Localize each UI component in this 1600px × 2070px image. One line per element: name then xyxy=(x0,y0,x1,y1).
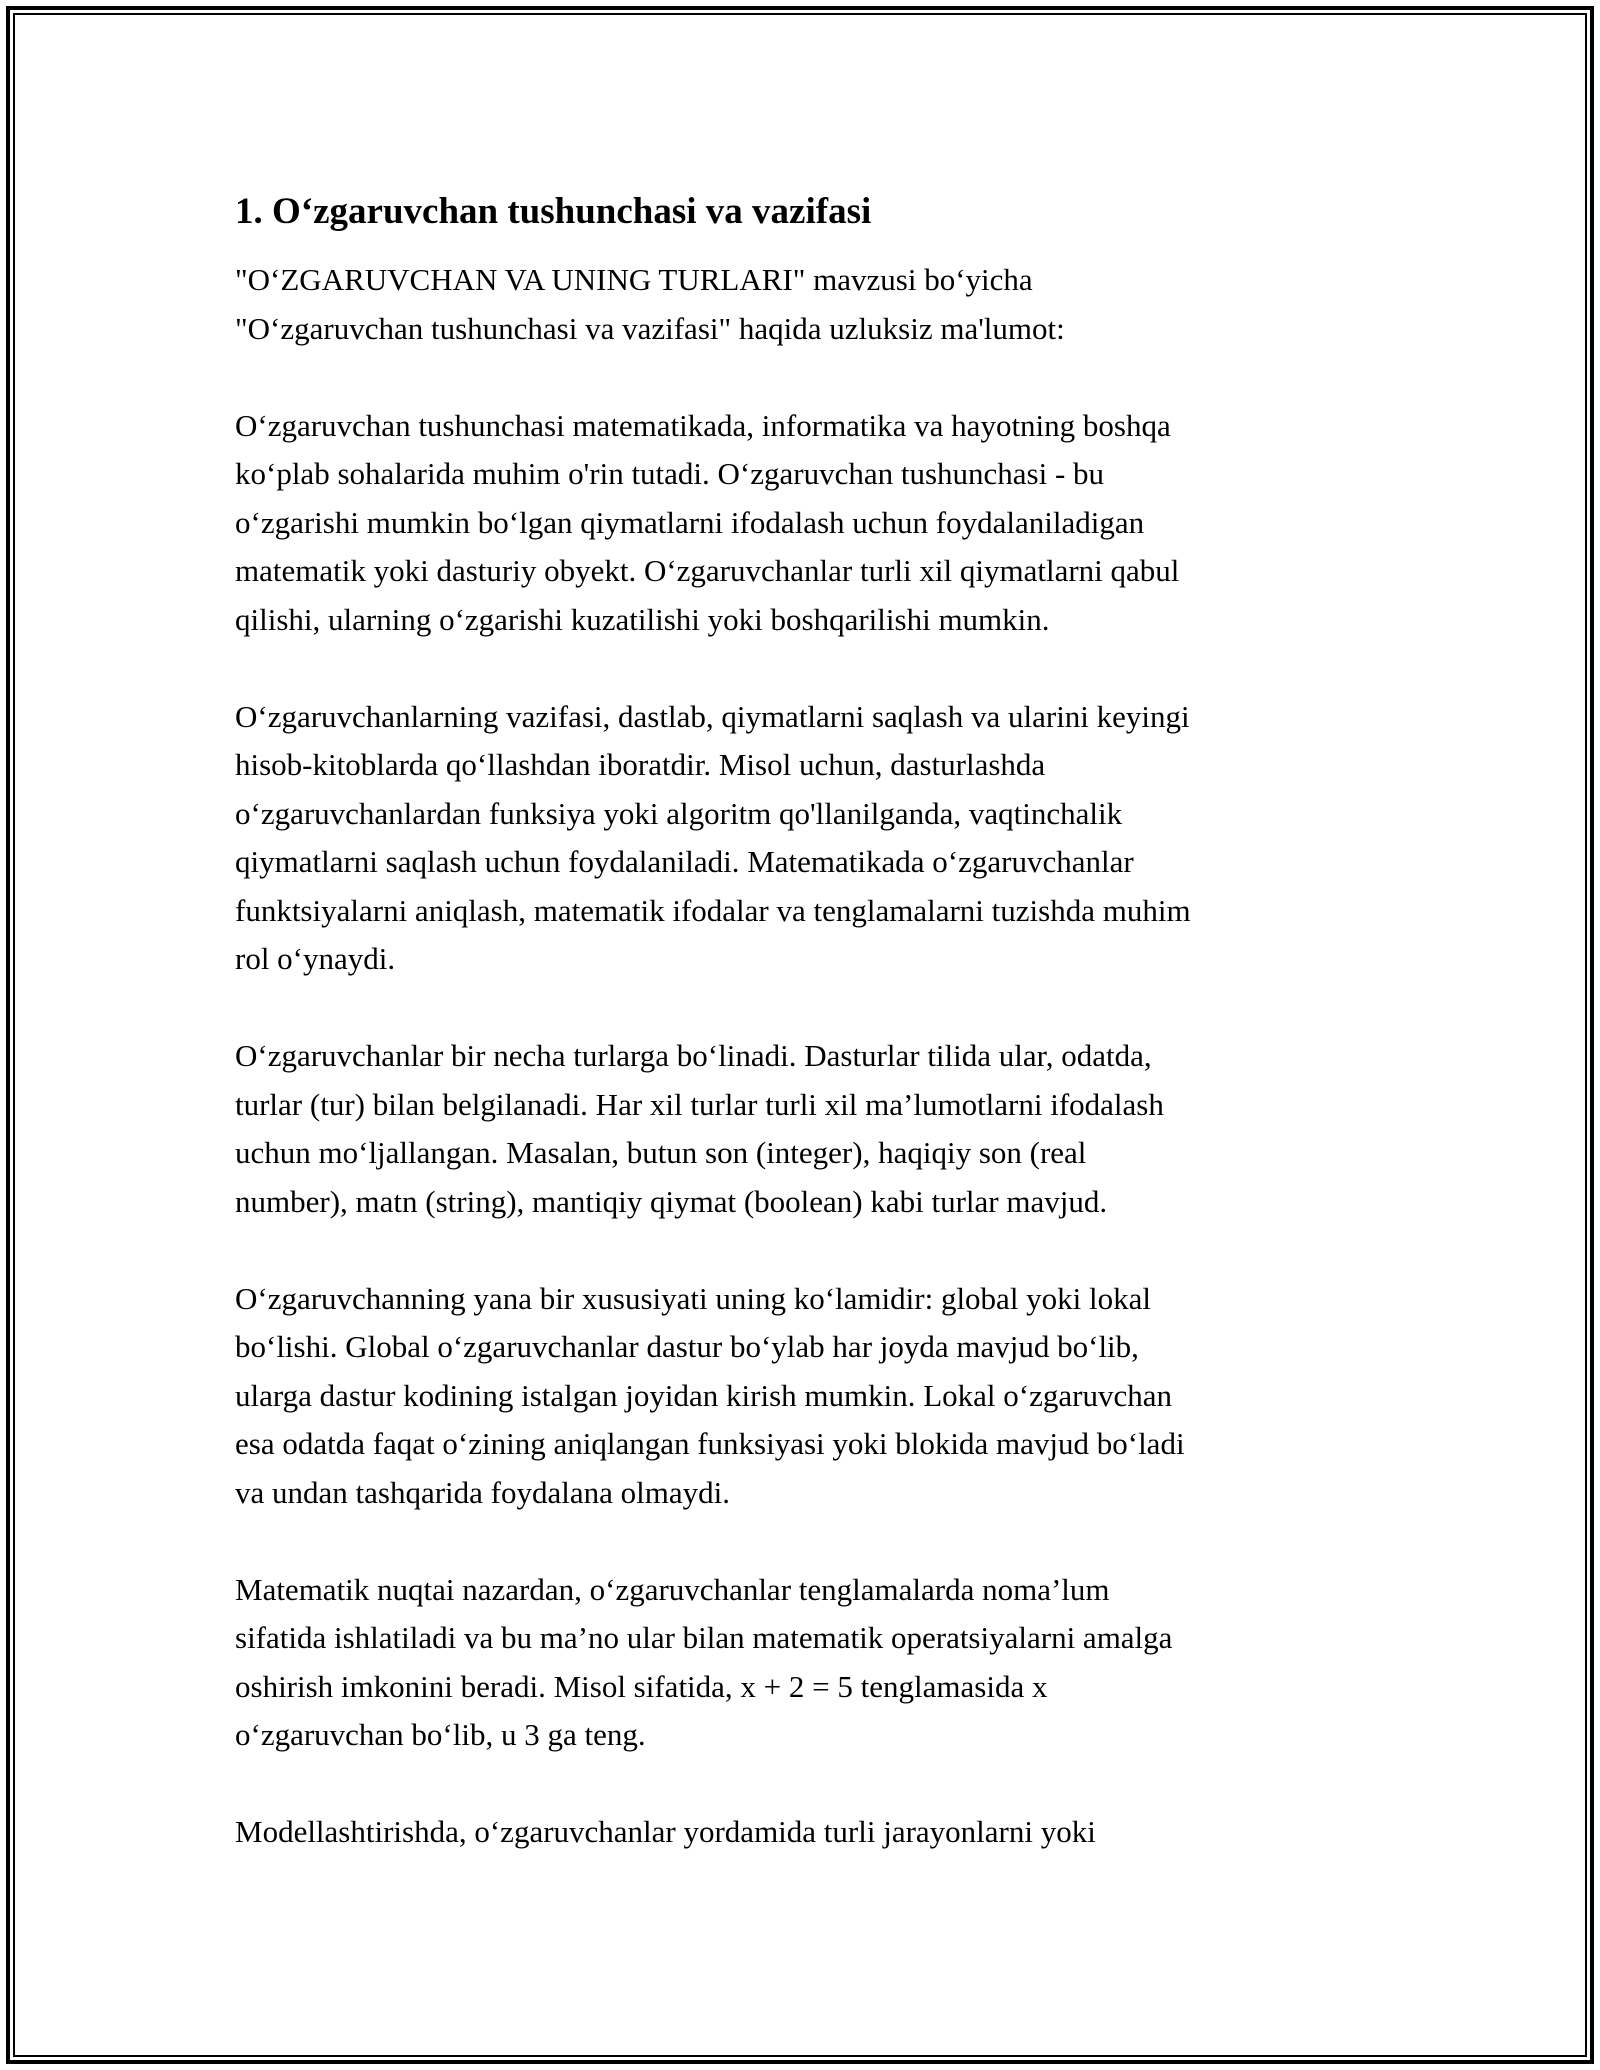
paragraph-line: qilishi, ularning o‘zgarishi kuzatilishi yoki boshqarilishi mumkin. xyxy=(235,601,1050,637)
intro-paragraph xyxy=(235,256,1375,353)
paragraph-line: o‘zgaruvchan bo‘lib, u 3 ga teng. xyxy=(235,1717,646,1752)
paragraph-line: matematik yoki dasturiy obyekt. O‘zgaruvchanlar turli xil qiymatlarni qabul xyxy=(235,553,1180,588)
paragraph-line: O‘zgaruvchanlar bir necha turlarga bo‘linadi. Dasturlar tilida ular, odatda, xyxy=(235,1038,1152,1073)
paragraph-line: sifatida ishlatiladi va bu ma’no ular bilan matematik operatsiyalarni amalga xyxy=(235,1620,1173,1655)
paragraph-line: rol o‘ynaydi. xyxy=(235,941,396,976)
paragraph-line: O‘zgaruvchanning yana bir xususiyati uning ko‘lamidir: global yoki lokal xyxy=(235,1280,1152,1316)
paragraph-line: ularga dastur kodining istalgan joyidan kirish mumkin. Lokal o‘zgaruvchan xyxy=(235,1377,1172,1413)
paragraph-line: esa odatda faqat o‘zining aniqlangan funksiyasi yoki blokida mavjud bo‘ladi xyxy=(235,1426,1185,1461)
paragraph-line: qiymatlarni saqlash uchun foydalaniladi. Matematikada o‘zgaruvchanlar xyxy=(235,844,1134,879)
paragraph-line: o‘zgarishi mumkin bo‘lgan qiymatlarni ifodalash uchun foydalaniladigan xyxy=(235,504,1145,540)
paragraph-line: bo‘lishi. Global o‘zgaruvchanlar dastur bo‘ylab har joyda mavjud bo‘lib, xyxy=(235,1329,1139,1364)
paragraph-line: Matematik nuqtai nazardan, o‘zgaruvchanlar tenglamalarda noma’lum xyxy=(235,1571,1110,1607)
section-heading: 1. O‘zgaruvchan tushunchasi va vazifasi xyxy=(235,191,872,232)
paragraph-scope xyxy=(235,1275,1375,1518)
paragraph-types xyxy=(235,1032,1375,1226)
paragraph-line: o‘zgaruvchanlardan funksiya yoki algoritm qo'llanilganda, vaqtinchalik xyxy=(235,795,1123,831)
paragraph-math xyxy=(235,1566,1375,1760)
intro-line: "O‘zgaruvchan tushunchasi va vazifasi" haqida uzluksiz ma'lumot: xyxy=(235,310,1065,346)
paragraph-line: hisob-kitoblarda qo‘llashdan iboratdir. Misol uchun, dasturlashda xyxy=(235,747,1046,782)
paragraph-line: turlar (tur) bilan belgilanadi. Har xil turlar turli xil ma’lumotlarni ifodalash xyxy=(235,1086,1164,1122)
paragraph-line: ko‘plab sohalarida muhim o'rin tutadi. O‘zgaruvchan tushunchasi - bu xyxy=(235,456,1105,491)
paragraph-line: va undan tashqarida foydalana olmaydi. xyxy=(235,1474,730,1510)
intro-line: "O‘ZGARUVCHAN VA UNING TURLARI" mavzusi bo‘yicha xyxy=(235,262,1033,297)
paragraph-line: oshirish imkonini beradi. Misol sifatida, x + 2 = 5 tenglamasida x xyxy=(235,1668,1048,1704)
paragraph-line: Modellashtirishda, o‘zgaruvchanlar yordamida turli jarayonlarni yoki xyxy=(235,1814,1096,1849)
paragraph-line: number), matn (string), mantiqiy qiymat (boolean) kabi turlar mavjud. xyxy=(235,1183,1108,1219)
paragraph-line: O‘zgaruvchanlarning vazifasi, dastlab, qiymatlarni saqlash va ularini keyingi xyxy=(235,698,1190,734)
paragraph-line: funktsiyalarni aniqlash, matematik ifodalar va tenglamalarni tuzishda muhim xyxy=(235,892,1191,928)
paragraph-line: uchun mo‘ljallangan. Masalan, butun son (integer), haqiqiy son (real xyxy=(235,1135,1087,1170)
paragraph-modeling xyxy=(235,1808,1375,1857)
paragraph-concept xyxy=(235,402,1375,645)
paragraph-line: O‘zgaruvchan tushunchasi matematikada, informatika va hayotning boshqa xyxy=(235,407,1171,443)
document-body xyxy=(235,188,1375,1905)
paragraph-purpose xyxy=(235,693,1375,984)
